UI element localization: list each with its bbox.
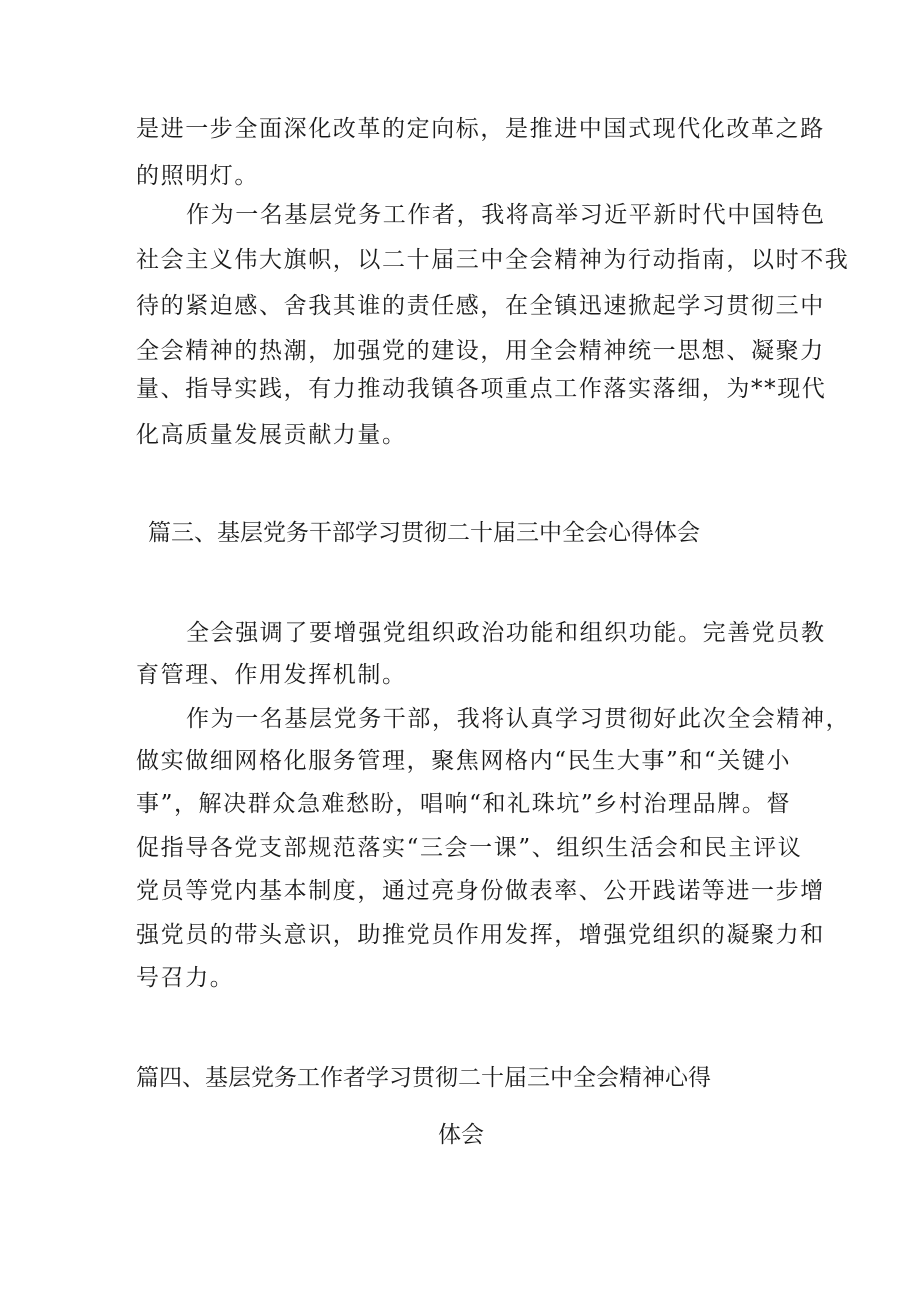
text-line: 作为一名基层党务干部，我将认真学习贯彻好此次全会精神， [186,706,851,732]
text-line: 的照明灯。 [136,163,259,189]
text-line: 量、指导实践，有力推动我镇各项重点工作落实落细，为**现代 [136,376,827,402]
text-line: 育管理、作用发挥机制。 [136,662,407,688]
text-line: 待的紧迫感、舍我其谁的责任感，在全镇迅速掀起学习贯彻三中 [136,293,825,319]
text-line: 做实做细网格化服务管理，聚焦网格内“民生大事”和“关键小 [136,748,792,774]
section-heading: 篇四、基层党务工作者学习贯彻二十届三中全会精神心得 [136,1065,711,1091]
text-line: 事”，解决群众急难愁盼，唱响“和礼珠坑”乡村治理品牌。督 [136,791,792,817]
text-line: 作为一名基层党务工作者，我将高举习近平新时代中国特色 [186,202,826,228]
text-line: 社会主义伟大旗帜，以二十届三中全会精神为行动指南，以时不我 [136,247,850,273]
section-heading: 篇三、基层党务干部学习贯彻二十届三中全会心得体会 [148,520,700,546]
text-line: 全会精神的热潮，加强党的建设，用全会精神统一思想、凝聚力 [136,338,825,364]
section-heading-continuation: 体会 [438,1122,484,1148]
text-line: 强党员的带头意识，助推党员作用发挥，增强党组织的凝聚力和 [136,922,825,948]
text-line: 是进一步全面深化改革的定向标，是推进中国式现代化改革之路 [136,116,825,142]
text-line: 号召力。 [136,965,235,991]
text-line: 促指导各党支部规范落实“三会一课”、组织生活会和民主评议 [136,835,803,861]
text-line: 党员等党内基本制度，通过亮身份做表率、公开践诺等进一步增 [136,878,825,904]
text-line: 化高质量发展贡献力量。 [136,422,407,448]
text-line: 全会强调了要增强党组织政治功能和组织功能。完善党员教 [186,620,826,646]
